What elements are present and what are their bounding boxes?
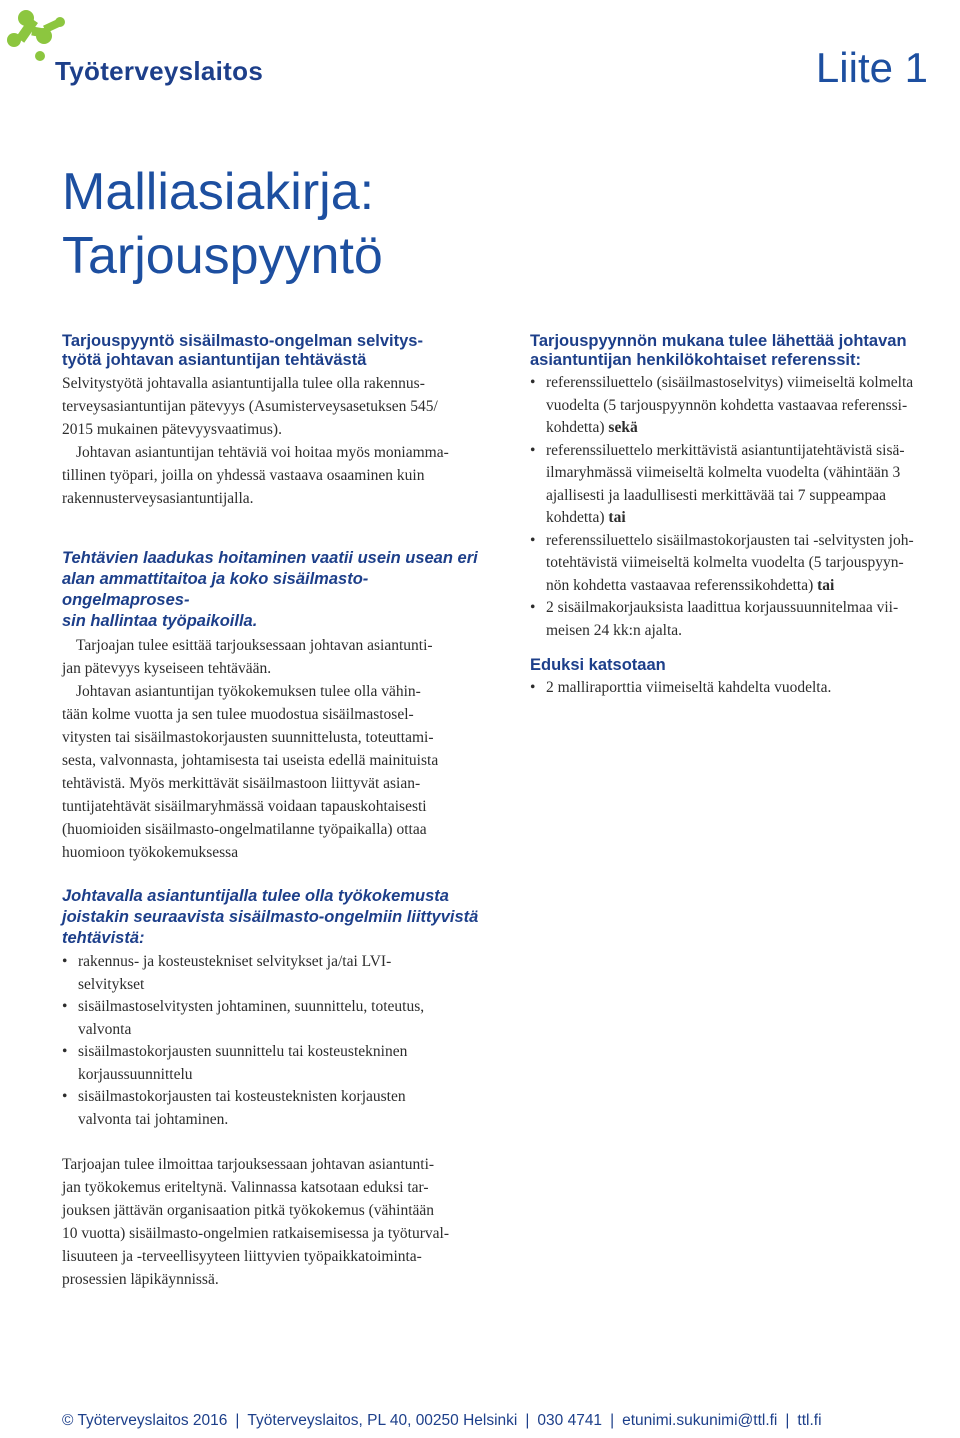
- bullet-icon: •: [530, 531, 536, 549]
- list-item-line: rakennus- ja kosteustekniset selvitykset ja/tai LVI-: [78, 953, 392, 970]
- list-item: [530, 597, 960, 642]
- experience-section: [62, 886, 492, 1291]
- list-item-line: referenssiluettelo (sisäilmastoselvitys) viimeiseltä kolmelta: [546, 374, 914, 391]
- list-item-line: meisen 24 kk:n ajalta.: [546, 621, 683, 639]
- bullet-icon: •: [530, 441, 536, 459]
- list-item-line: [546, 507, 960, 530]
- list-item-line: valvonta tai johtaminen.: [78, 1110, 229, 1128]
- list-item-line: ajallisesti ja laadullisesti merkittävää tai 7 suppeampaa: [546, 486, 887, 504]
- section-heading: Tarjouspyyntö sisäilmasto-ongelman selvitys- työtä johtavan asiantuntijan tehtävästä: [62, 332, 423, 369]
- footer-phone: 030 4741: [537, 1412, 603, 1429]
- footer: © Työterveyslaitos 2016 | Työterveyslaitos, PL 40, 00250 Helsinki | 030 4741 | etunimi.sukunimi@ttl.fi | ttl.fi: [62, 1412, 822, 1429]
- list-item: [62, 951, 492, 996]
- list-item-connector: tai: [608, 509, 626, 526]
- list-item-line: referenssiluettelo merkittävistä asiantuntijatehtävistä sisä-: [546, 441, 905, 459]
- list-item-line: [546, 575, 960, 598]
- title-line: Malliasiakirja:: [62, 163, 375, 221]
- list-item-line: sisäilmastokorjausten suunnittelu tai kosteustekninen: [78, 1043, 408, 1060]
- logo-wordmark: Työterveyslaitos: [55, 56, 264, 86]
- footer-email-link[interactable]: etunimi.sukunimi@ttl.fi: [622, 1412, 778, 1429]
- list-item-text: kohdetta): [546, 509, 605, 526]
- left-column: [62, 332, 492, 864]
- list-item-line: [546, 417, 960, 440]
- list-item-line: korjaussuunnittelu: [78, 1065, 193, 1083]
- list-item-connector: sekä: [608, 419, 638, 436]
- list-item-line: vuodelta (5 tarjouspyynnön kohdetta vastaavaa referenssi-: [546, 396, 908, 414]
- list-item: [62, 1041, 492, 1086]
- section-heading: Tarjouspyynnön mukana tulee lähettää johtavan asiantuntijan henkilökohtaiset referenssit:: [530, 332, 907, 369]
- list-item-line: totehtävistä viimeiseltä kolmelta vuodelta (5 tarjouspyyn-: [546, 554, 904, 571]
- bullet-icon: •: [62, 1043, 68, 1060]
- bullet-icon: •: [62, 998, 68, 1015]
- paragraph-team: Johtavan asiantuntijan tehtäviä voi hoitaa myös moniamma- tillinen työpari, joilla on yhdessä vastaava osaaminen kuin rakennusterveysasiantuntijalla.: [62, 444, 449, 507]
- list-item: [62, 996, 492, 1041]
- merit-list: [530, 677, 960, 700]
- list-item-line: ilmaryhmässä viimeiseltä kolmelta vuodelta (vähintään 3: [546, 464, 901, 481]
- list-item-text: kohdetta): [546, 419, 605, 436]
- title-line: Tarjouspyyntö: [62, 227, 383, 285]
- references-list: [530, 372, 960, 642]
- bullet-icon: •: [530, 374, 536, 391]
- paragraph-experience: Johtavan asiantuntijan työkokemuksen tulee olla vähin- tään kolme vuotta ja sen tulee muodostua sisäilmastosel- vitysten tai sisäilmastokorjausten suunnittelusta, toteuttami- sesta, valvonnasta, johtamisesta tai useista edellä mainituista tehtävistä. Myös merkittävät sisäilmastoon liittyvät asian- tuntijatehtävät sisäilmaryhmässä voidaan tapauskohtaisesti (huomioiden sisäilmasto-ongelmatilanne työpaikalla) ottaa huomioon työkokemuksessa: [62, 683, 439, 861]
- list-item-line: selvitykset: [78, 975, 145, 993]
- section-heading: Johtavalla asiantuntijalla tulee olla työkokemusta joistakin seuraavista sisäilmasto-ongelmiin liittyvistä tehtävistä:: [62, 887, 479, 947]
- list-item-line: 2 sisäilmakorjauksista laadittua korjaussuunnitelmaa vii-: [546, 599, 899, 616]
- list-item: [530, 372, 960, 440]
- bullet-icon: •: [62, 1088, 68, 1105]
- page-title: [62, 160, 383, 288]
- paragraph-qualification: Selvitystyötä johtavalla asiantuntijalla tulee olla rakennus- terveysasiantuntijan pätevyys (Asumisterveysasetuksen 545/ 2015 mukainen pätevyysvaatimus).: [62, 375, 438, 438]
- right-column: [530, 332, 960, 700]
- list-item-text: nön kohdetta vastaavaa referenssikohdetta): [546, 576, 814, 594]
- bullet-icon: •: [530, 599, 536, 616]
- paragraph-organisation: Tarjoajan tulee ilmoittaa tarjouksessaan johtavan asiantunti- jan työkokemus eriteltynä. Valinnassa katsotaan eduksi tar- jouksen jättävän organisaation pitkä työkokemus (vähintään 10 vuotta) sisäilmasto-ongelmien ratkaisemisessa ja työturval- lisuuteen ja -terveellisyyteen liittyvien työpaikkatoiminta- prosessien läpikäynnissä.: [62, 1156, 449, 1288]
- list-item: [530, 677, 960, 700]
- footer-web-link[interactable]: ttl.fi: [797, 1412, 822, 1429]
- logo-mark-icon: [4, 4, 84, 64]
- paragraph-offer: Tarjoajan tulee esittää tarjouksessaan johtavan asiantunti- jan pätevyys kyseiseen tehtävään.: [62, 637, 433, 677]
- list-item-line: 2 malliraporttia viimeiseltä kahdelta vuodelta.: [546, 679, 832, 696]
- list-item-line: sisäilmastoselvitysten johtaminen, suunnittelu, toteutus,: [78, 998, 425, 1015]
- experience-list: [62, 951, 492, 1131]
- annex-label: Liite 1: [815, 44, 928, 91]
- list-item-connector: tai: [817, 576, 835, 594]
- bullet-icon: •: [62, 953, 68, 970]
- list-item: [530, 530, 960, 598]
- emphasis-heading: Tehtävien laadukas hoitaminen vaatii usein usean eri alan ammattitaitoa ja koko sisäilmasto-ongelmaproses- sin hallintaa työpaikoilla.: [62, 549, 478, 630]
- footer-copyright: © Työterveyslaitos 2016: [62, 1412, 228, 1429]
- list-item-line: valvonta: [78, 1020, 132, 1038]
- list-item: [530, 440, 960, 530]
- bullet-icon: •: [530, 679, 536, 696]
- list-item-line: sisäilmastokorjausten tai kosteusteknisten korjausten: [78, 1088, 406, 1105]
- list-item: [62, 1086, 492, 1131]
- section-heading: Eduksi katsotaan: [530, 656, 666, 674]
- footer-address: Työterveyslaitos, PL 40, 00250 Helsinki: [247, 1412, 518, 1429]
- list-item-line: referenssiluettelo sisäilmastokorjausten tai -selvitysten joh-: [546, 531, 914, 549]
